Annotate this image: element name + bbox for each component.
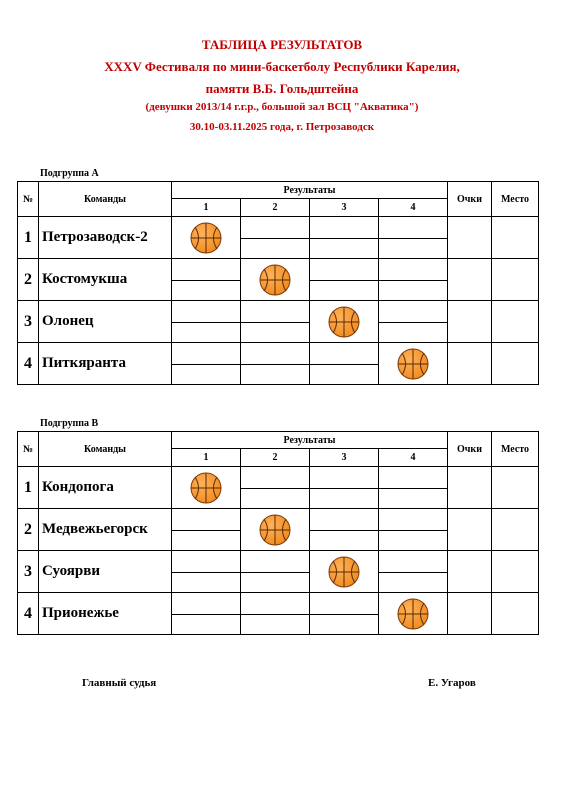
place-cell[interactable] (492, 217, 539, 259)
self-match-cell (172, 217, 241, 259)
chief-judge-label: Главный судья (82, 677, 157, 689)
title-category: (девушки 2013/14 г.г.р., большой зал ВСЦ "Акватика") (145, 101, 419, 113)
col-header-game-4: 4 (379, 449, 448, 467)
result-cell[interactable] (310, 467, 379, 509)
result-cell[interactable] (172, 259, 241, 301)
basketball-icon (190, 472, 222, 504)
result-cell[interactable] (241, 551, 310, 593)
points-cell[interactable] (448, 593, 492, 635)
place-cell[interactable] (492, 343, 539, 385)
results-table-a (17, 181, 539, 385)
place-cell[interactable] (492, 467, 539, 509)
place-cell[interactable] (492, 593, 539, 635)
result-cell[interactable] (172, 551, 241, 593)
basketball-icon (259, 514, 291, 546)
table-row (18, 509, 539, 551)
table-row (18, 343, 539, 385)
title-main: ТАБЛИЦА РЕЗУЛЬТАТОВ (201, 37, 363, 52)
place-cell[interactable] (492, 551, 539, 593)
col-header-results: Результаты (172, 182, 448, 199)
col-header-game-2: 2 (241, 449, 310, 467)
team-number: 1 (18, 467, 39, 509)
points-cell[interactable] (448, 343, 492, 385)
team-number: 3 (18, 301, 39, 343)
basketball-icon (328, 556, 360, 588)
chief-judge-name: Е. Угаров (428, 677, 476, 689)
col-header-game-4: 4 (379, 199, 448, 217)
col-header-results: Результаты (172, 432, 448, 449)
points-cell[interactable] (448, 301, 492, 343)
team-name: Суоярви (39, 551, 172, 593)
result-cell[interactable] (379, 551, 448, 593)
place-cell[interactable] (492, 259, 539, 301)
points-cell[interactable] (448, 551, 492, 593)
title-dates: 30.10-03.11.2025 года, г. Петрозаводск (189, 121, 375, 133)
result-cell[interactable] (310, 593, 379, 635)
title-festival: XXXV Фестиваля по мини-баскетболу Республики Карелия, (104, 59, 460, 74)
col-header-place: Место (492, 432, 539, 467)
self-match-cell (379, 593, 448, 635)
col-header-place: Место (492, 182, 539, 217)
result-cell[interactable] (172, 593, 241, 635)
team-name: Олонец (39, 301, 172, 343)
table-row (18, 593, 539, 635)
result-cell[interactable] (241, 343, 310, 385)
result-cell[interactable] (379, 259, 448, 301)
results-table-b (17, 431, 539, 635)
subgroup-b-label: Подгруппа В (40, 418, 99, 429)
table-row (18, 551, 539, 593)
place-cell[interactable] (492, 509, 539, 551)
table-row (18, 301, 539, 343)
basketball-icon (397, 598, 429, 630)
table-row (18, 217, 539, 259)
team-number: 2 (18, 509, 39, 551)
result-cell[interactable] (241, 467, 310, 509)
result-cell[interactable] (172, 301, 241, 343)
col-header-points: Очки (448, 182, 492, 217)
result-cell[interactable] (310, 259, 379, 301)
basketball-icon (328, 306, 360, 338)
result-cell[interactable] (379, 509, 448, 551)
result-cell[interactable] (310, 343, 379, 385)
team-number: 2 (18, 259, 39, 301)
team-number: 4 (18, 343, 39, 385)
col-header-num: № (18, 432, 39, 467)
result-cell[interactable] (241, 593, 310, 635)
col-header-points: Очки (448, 432, 492, 467)
team-number: 4 (18, 593, 39, 635)
col-header-teams: Команды (39, 432, 172, 467)
team-number: 1 (18, 217, 39, 259)
result-cell[interactable] (172, 343, 241, 385)
col-header-teams: Команды (39, 182, 172, 217)
self-match-cell (310, 551, 379, 593)
self-match-cell (241, 259, 310, 301)
team-name: Костомукша (39, 259, 172, 301)
self-match-cell (379, 343, 448, 385)
table-row (18, 259, 539, 301)
team-name: Прионежье (39, 593, 172, 635)
basketball-icon (259, 264, 291, 296)
col-header-game-3: 3 (310, 449, 379, 467)
basketball-icon (190, 222, 222, 254)
team-name: Медвежьегорск (39, 509, 172, 551)
points-cell[interactable] (448, 509, 492, 551)
team-name: Кондопога (39, 467, 172, 509)
self-match-cell (310, 301, 379, 343)
place-cell[interactable] (492, 301, 539, 343)
points-cell[interactable] (448, 259, 492, 301)
result-cell[interactable] (379, 217, 448, 259)
result-cell[interactable] (172, 509, 241, 551)
col-header-game-1: 1 (172, 199, 241, 217)
team-name: Петрозаводск-2 (39, 217, 172, 259)
title-memorial: памяти В.Б. Гольдштейна (205, 81, 359, 96)
subgroup-a-label: Подгруппа А (40, 168, 99, 179)
result-cell[interactable] (310, 509, 379, 551)
result-cell[interactable] (310, 217, 379, 259)
result-cell[interactable] (241, 301, 310, 343)
table-row (18, 467, 539, 509)
col-header-game-2: 2 (241, 199, 310, 217)
team-number: 3 (18, 551, 39, 593)
result-cell[interactable] (379, 467, 448, 509)
col-header-num: № (18, 182, 39, 217)
col-header-game-1: 1 (172, 449, 241, 467)
self-match-cell (241, 509, 310, 551)
basketball-icon (397, 348, 429, 380)
self-match-cell (172, 467, 241, 509)
points-cell[interactable] (448, 467, 492, 509)
result-cell[interactable] (241, 217, 310, 259)
result-cell[interactable] (379, 301, 448, 343)
points-cell[interactable] (448, 217, 492, 259)
team-name: Питкяранта (39, 343, 172, 385)
col-header-game-3: 3 (310, 199, 379, 217)
